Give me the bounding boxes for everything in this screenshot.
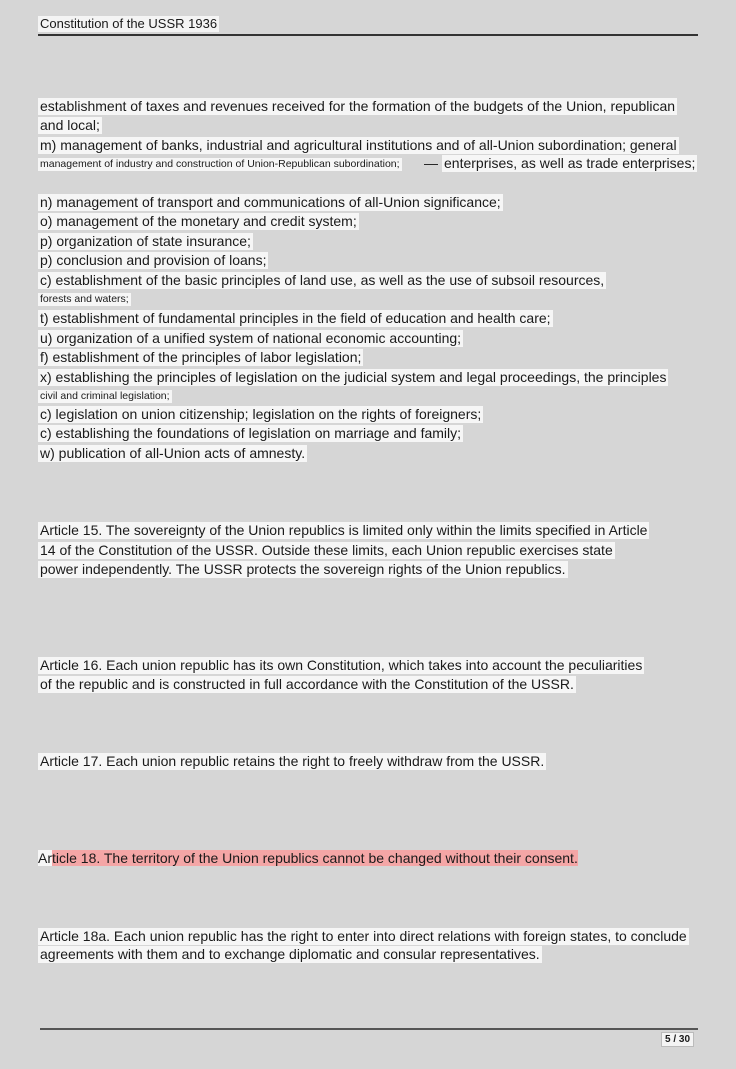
- list-item: o) management of the monetary and credit system;: [40, 213, 357, 229]
- article-18-prefix: Ar: [38, 850, 52, 866]
- article-18a-line: agreements with them and to exchange diplomatic and consular representatives.: [40, 946, 540, 962]
- article-15-line: power independently. The USSR protects the sovereign rights of the Union republics.: [40, 561, 566, 577]
- list-item: t) establishment of fundamental principles in the field of education and health care;: [40, 310, 551, 326]
- list-item: x) establishing the principles of legislation on the judicial system and legal proceedings, the principles: [40, 369, 667, 385]
- list-item: f) establishment of the principles of labor legislation;: [40, 349, 362, 365]
- list-item: n) management of transport and communications of all-Union significance;: [40, 194, 501, 210]
- header-rule: [38, 34, 698, 36]
- list-item: c) legislation on union citizenship; legislation on the rights of foreigners;: [40, 406, 482, 422]
- article-16-line: of the republic and is constructed in full accordance with the Constitution of the USSR.: [40, 676, 574, 692]
- footer-rule: [40, 1028, 698, 1030]
- article-16-line: Article 16. Each union republic has its own Constitution, which takes into account the peculiarities: [40, 657, 643, 673]
- list-item: c) establishment of the basic principles of land use, as well as the use of subsoil resources,: [40, 272, 605, 288]
- list-item: c) establishing the foundations of legislation on marriage and family;: [40, 425, 462, 441]
- em-dash: —: [424, 155, 438, 171]
- list-line: m) management of banks, industrial and agricultural institutions and of all-Union subordination; general: [40, 137, 677, 153]
- article-15-line: Article 15. The sovereignty of the Union republics is limited only within the limits specified in Article: [40, 522, 648, 538]
- list-line: enterprises, as well as trade enterprises;: [444, 155, 696, 171]
- list-line: establishment of taxes and revenues received for the formation of the budgets of the Union, republican: [40, 98, 676, 114]
- page-number: 5 / 30: [661, 1032, 694, 1047]
- list-item: p) conclusion and provision of loans;: [40, 252, 267, 268]
- article-18a-line: Article 18a. Each union republic has the right to enter into direct relations with foreign states, to conclude: [40, 928, 687, 944]
- list-line: and local;: [40, 117, 100, 133]
- article-18: [38, 850, 578, 867]
- list-item: w) publication of all-Union acts of amnesty.: [40, 445, 306, 461]
- page-header-title: Constitution of the USSR 1936: [40, 16, 218, 31]
- list-item: p) organization of state insurance;: [40, 233, 251, 249]
- list-line-small: management of industry and construction of Union-Republican subordination;: [40, 158, 400, 170]
- list-item-small: civil and criminal legislation;: [40, 390, 170, 402]
- article-17: Article 17. Each union republic retains the right to freely withdraw from the USSR.: [40, 753, 545, 769]
- list-item-small: forests and waters;: [40, 293, 129, 305]
- list-item: u) organization of a unified system of national economic accounting;: [40, 330, 462, 346]
- article-15-line: 14 of the Constitution of the USSR. Outside these limits, each Union republic exercises state: [40, 542, 613, 558]
- article-18-highlighted: ticle 18. The territory of the Union republics cannot be changed without their consent.: [52, 850, 578, 866]
